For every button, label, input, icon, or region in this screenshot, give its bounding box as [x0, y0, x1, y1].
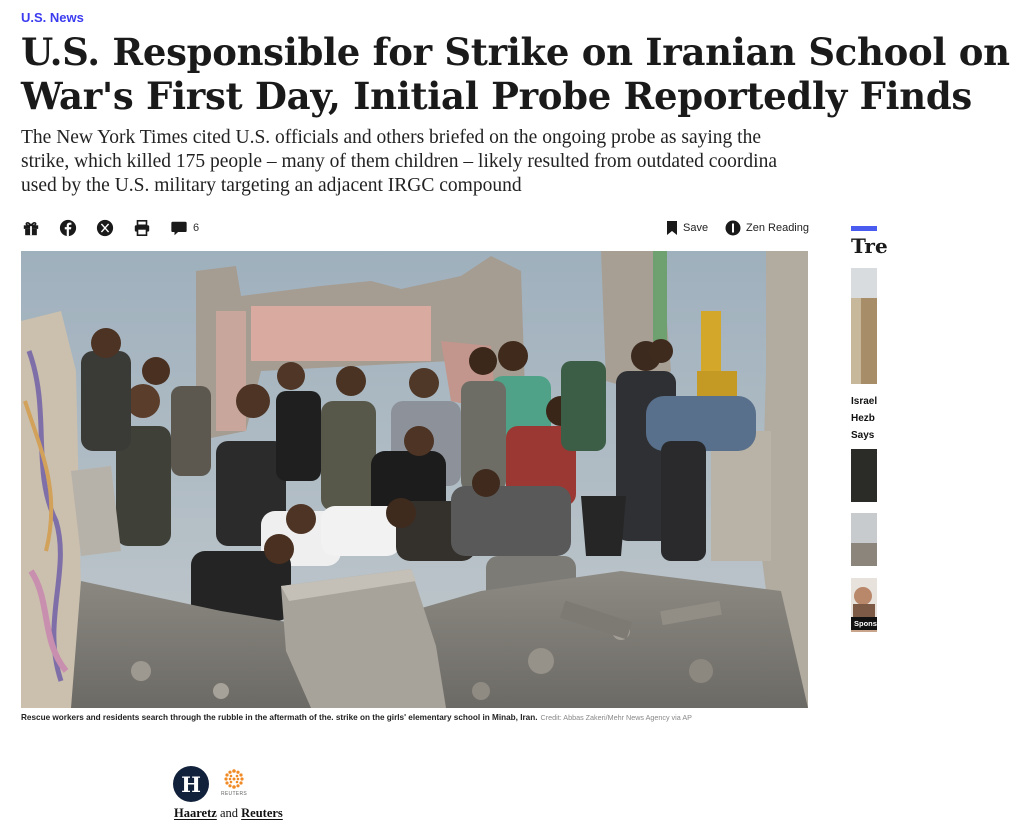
article-photo — [21, 251, 808, 708]
photo-caption — [21, 713, 692, 722]
trending-item-3-thumbnail[interactable] — [851, 513, 877, 566]
gift-icon[interactable] — [21, 218, 41, 238]
subhead-line-2: strike, which killed 175 people – many of them children – likely resulted from outdated coordina — [21, 151, 777, 172]
zen-reading-button[interactable] — [725, 218, 809, 238]
share-bar — [21, 216, 199, 240]
sponsored-label: Spons — [851, 617, 877, 630]
trending-item-3-image — [851, 513, 877, 566]
reuters-logo[interactable] — [220, 767, 248, 799]
trending-item-1-image — [851, 268, 877, 384]
source-link-reuters[interactable]: Reuters — [241, 806, 283, 820]
rubble-rescue-photo — [21, 251, 808, 708]
print-icon[interactable] — [132, 218, 152, 238]
trending-item-1-thumbnail[interactable] — [851, 268, 877, 384]
zen-reading-control[interactable] — [725, 220, 809, 236]
save-button[interactable] — [666, 218, 708, 238]
subhead-line-3: used by the U.S. military targeting an adjacent IRGC compound — [21, 175, 522, 196]
comment-icon[interactable] — [169, 218, 189, 238]
reuters-logo-text: REUTERS — [221, 791, 247, 797]
trending-title: Tre — [851, 234, 888, 258]
trending-item-1-line-2: Hezb — [851, 413, 875, 424]
headline-line-2: War's First Day, Initial Probe Reportedly Finds — [21, 74, 972, 118]
headline-line-1: U.S. Responsible for Strike on Iranian School on — [21, 30, 1010, 74]
bookmark-icon — [666, 220, 678, 236]
haaretz-logo-letter: H — [181, 771, 201, 797]
zen-reading-label: Zen Reading — [746, 222, 809, 234]
trending-accent-bar — [851, 226, 877, 231]
section-label[interactable]: U.S. News — [21, 10, 84, 25]
source-link-haaretz[interactable]: Haaretz — [174, 806, 217, 820]
haaretz-logo[interactable] — [173, 766, 209, 802]
zen-icon — [725, 220, 741, 236]
save-label: Save — [683, 222, 709, 234]
trending-item-1-line-1: Israel — [851, 396, 878, 407]
facebook-icon[interactable] — [58, 218, 78, 238]
article-subheadline — [21, 126, 901, 198]
x-icon[interactable] — [95, 218, 115, 238]
trending-item-4-image — [851, 578, 877, 618]
trending-item-2-thumbnail[interactable] — [851, 449, 877, 502]
photo-credit: Credit: Abbas Zakeri/Mehr News Agency via AP — [540, 713, 692, 722]
article-headline — [21, 30, 1010, 118]
reuters-dots-icon — [220, 767, 248, 791]
comment-count[interactable]: 6 — [193, 222, 200, 234]
trending-item-1-headline[interactable] — [851, 393, 891, 444]
source-joiner: and — [216, 806, 242, 820]
caption-text: Rescue workers and residents search through the rubble in the aftermath of the. strike on the girls' elementary school in Minab, Iran. — [21, 713, 538, 722]
save-control[interactable] — [666, 220, 708, 236]
trending-item-1-line-3: Says — [851, 430, 875, 441]
article-sources — [174, 806, 283, 821]
subhead-line-1: The New York Times cited U.S. officials and others briefed on the ongoing probe as saying the — [21, 127, 761, 148]
